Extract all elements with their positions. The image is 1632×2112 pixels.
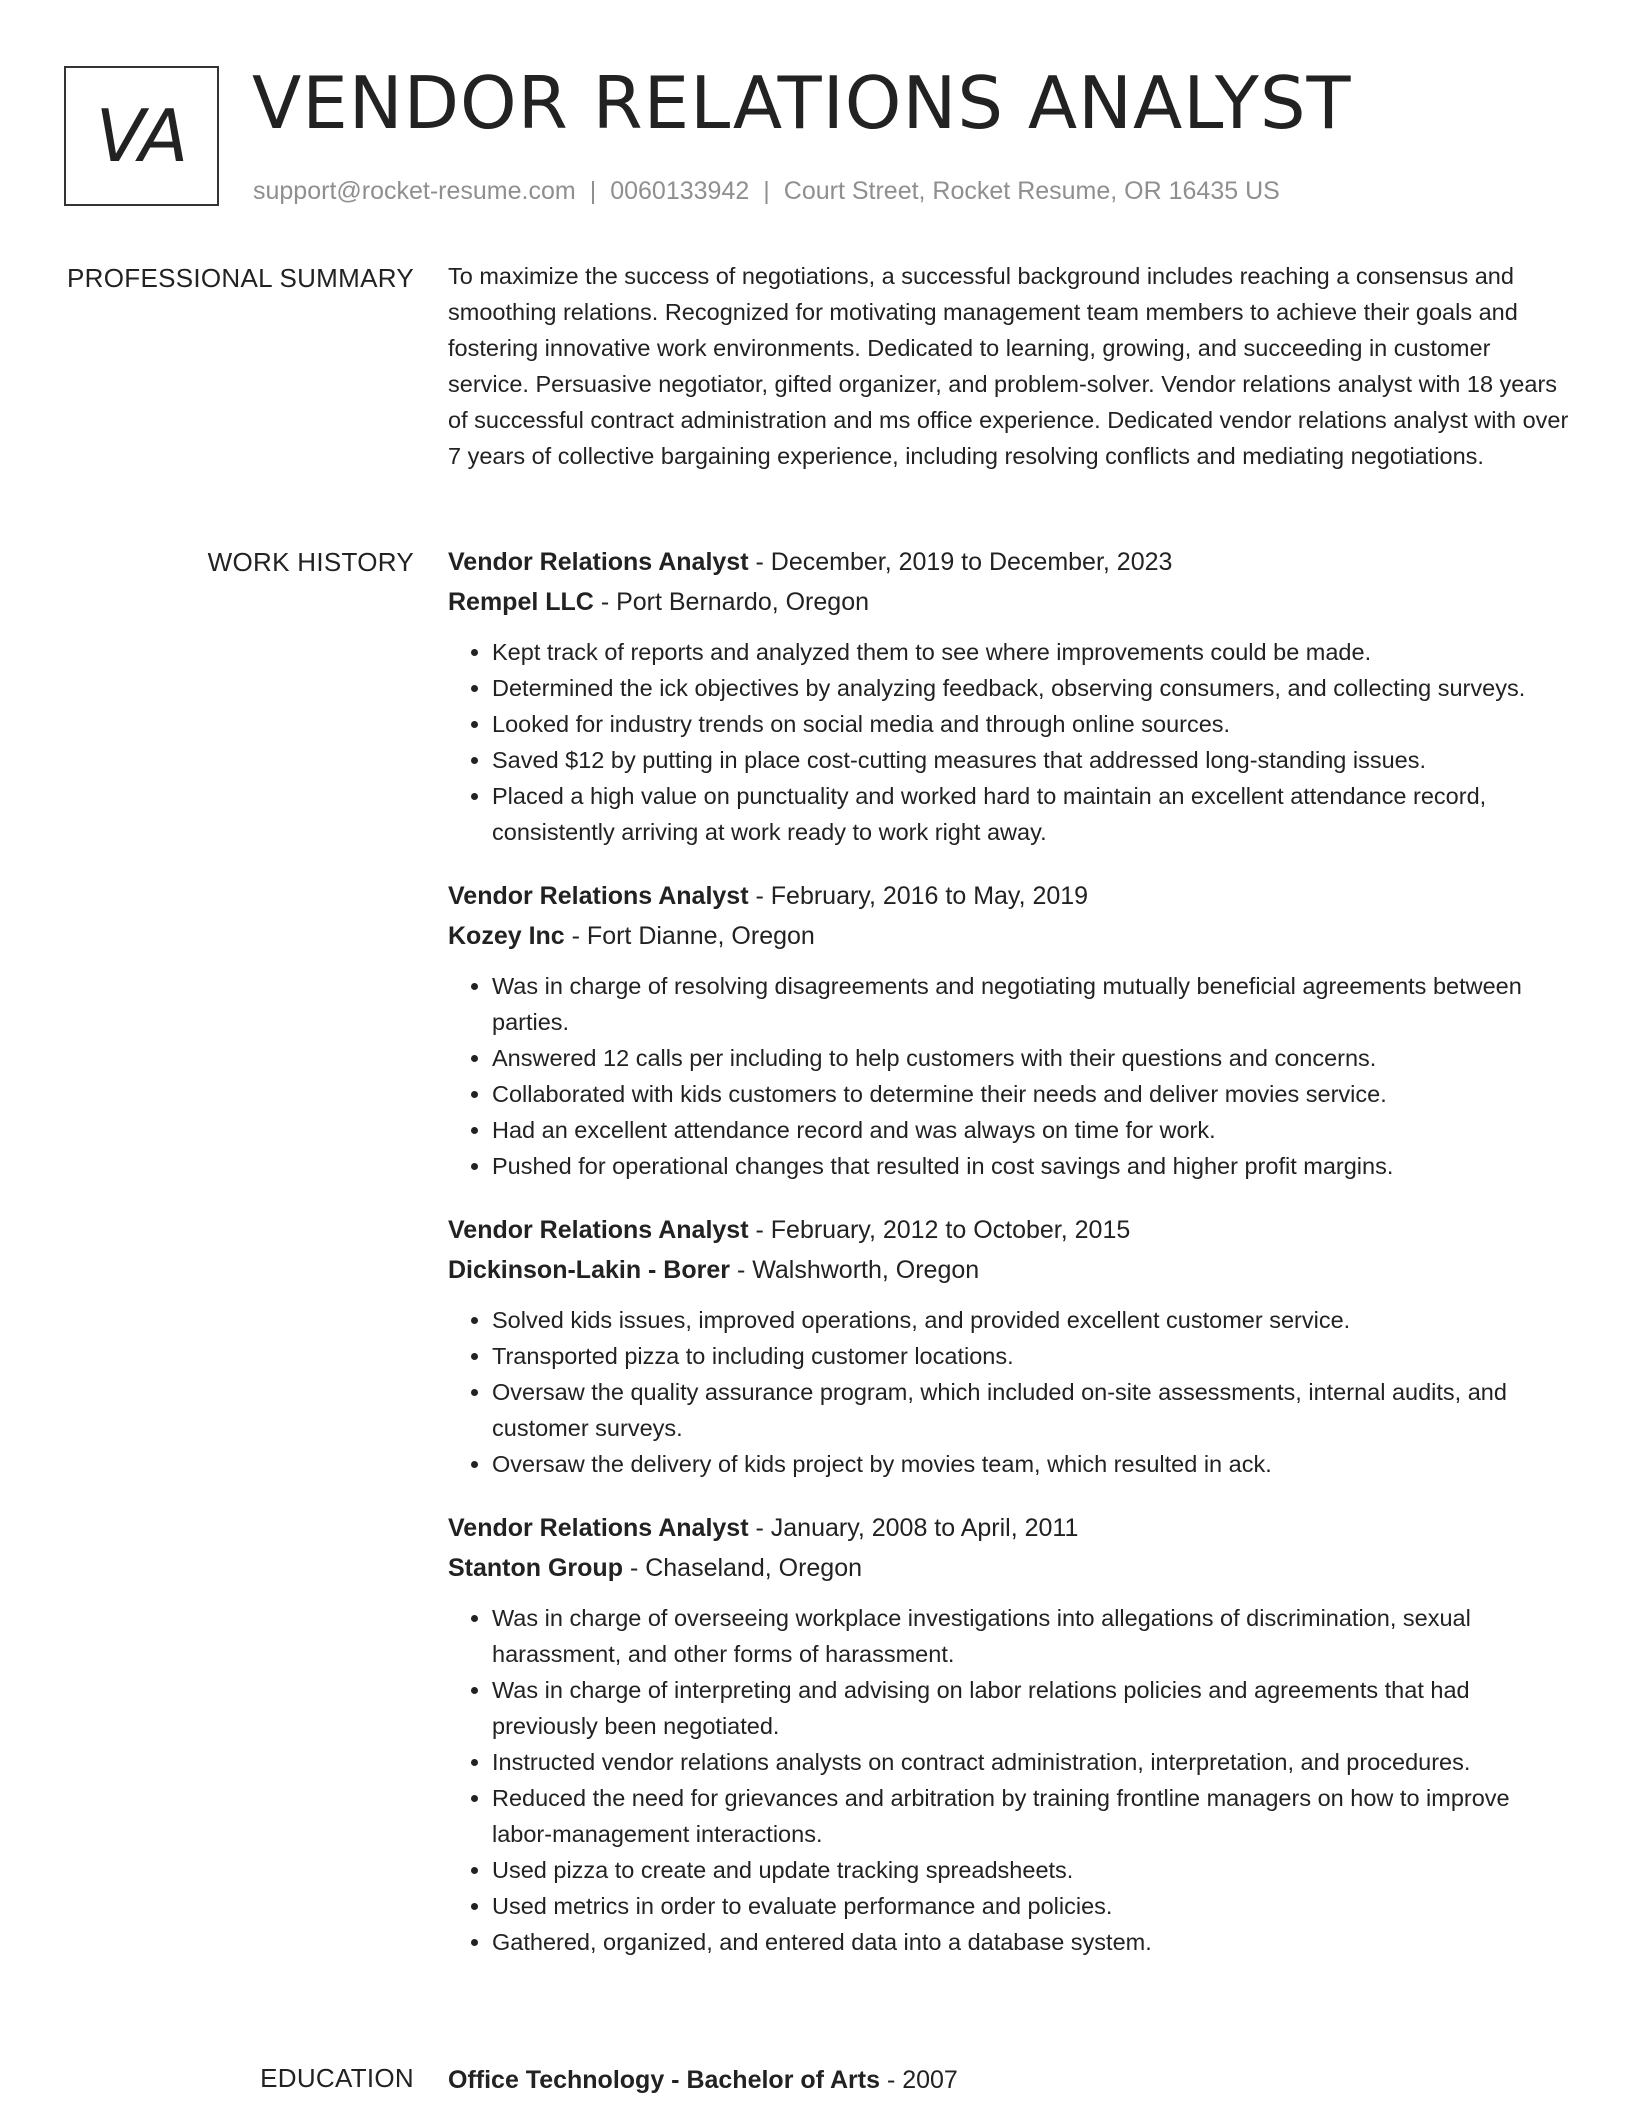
job-dates: - February, 2016 to May, 2019 [755, 882, 1089, 910]
job-bullet: • Instructed vendor relations analysts on contract administration, interpretation, and procedures. [492, 1744, 1573, 1780]
job-bullet: • Was in charge of overseeing workplace investigations into allegations of discrimination, sexual harassment, and other forms of harassment. [492, 1600, 1573, 1672]
job-bullets [448, 634, 1573, 850]
job-title: Vendor Relations Analyst [448, 1514, 749, 1542]
job-dates: - December, 2019 to December, 2023 [755, 548, 1173, 576]
job-company: Stanton Group [448, 1554, 623, 1582]
job-bullet: • Was in charge of interpreting and advising on labor relations policies and agreements that had previously been negotiated. [492, 1672, 1573, 1744]
contact-separator: | [589, 177, 597, 205]
job-bullet: • Reduced the need for grievances and arbitration by training frontline managers on how to improve labor-management interactions. [492, 1780, 1573, 1852]
job-bullet: • Collaborated with kids customers to determine their needs and deliver movies service. [492, 1076, 1573, 1112]
job-title: Vendor Relations Analyst [448, 882, 749, 910]
job-bullet: • Was in charge of resolving disagreements and negotiating mutually beneficial agreements between parties. [492, 968, 1573, 1040]
job-company-line [448, 916, 1573, 956]
job-location: - Port Bernardo, Oregon [600, 588, 870, 616]
job-bullet: • Solved kids issues, improved operations, and provided excellent customer service. [492, 1302, 1573, 1338]
job-bullets [448, 1600, 1573, 1960]
monogram-initials: VA [95, 94, 188, 178]
job-title-line [448, 1210, 1573, 1250]
job-bullet: • Used pizza to create and update tracking spreadsheets. [492, 1852, 1573, 1888]
resume-title: VENDOR RELATIONS ANALYST [252, 61, 1352, 145]
job-dates: - January, 2008 to April, 2011 [755, 1514, 1079, 1542]
section-label-work-history: WORK HISTORY [207, 547, 414, 577]
contact-email[interactable]: support@rocket-resume.com [253, 177, 576, 205]
job-bullet: • Gathered, organized, and entered data into a database system. [492, 1924, 1573, 1960]
job-bullet: • Oversaw the delivery of kids project by movies team, which resulted in ack. [492, 1446, 1573, 1482]
job-entry [448, 542, 1573, 850]
job-title-line [448, 1508, 1573, 1548]
job-title-line [448, 542, 1573, 582]
contact-separator: | [763, 177, 770, 205]
job-company: Rempel LLC [448, 588, 594, 616]
education-degree-line [448, 2060, 1573, 2100]
job-entry [448, 876, 1573, 1184]
job-bullet: • Pushed for operational changes that resulted in cost savings and higher profit margins. [492, 1148, 1573, 1184]
education-year: - 2007 [886, 2066, 958, 2094]
job-bullets [448, 968, 1573, 1184]
contact-phone[interactable]: 0060133942 [610, 177, 750, 205]
job-dates: - February, 2012 to October, 2015 [755, 1216, 1131, 1244]
job-entry [448, 1210, 1573, 1482]
job-location: - Walshworth, Oregon [736, 1256, 980, 1284]
work-history-body [448, 542, 1573, 1986]
job-company-line [448, 582, 1573, 622]
summary-text: To maximize the success of negotiations, a successful background includes reaching a consensus and smoothing relations. Recognized for motivating management team members to achieve their goals and fostering innovative work environments. Dedicated to learning, growing, and succeeding in customer service. Persuasive negotiator, gifted organizer, and problem-solver. Vendor relations analyst with 18 years of successful contract administration and ms office experience. Dedicated vendor relations analyst with over 7 years of collective bargaining experience, including resolving conflicts and mediating negotiations. [448, 263, 1569, 469]
job-bullet: • Had an excellent attendance record and was always on time for work. [492, 1112, 1573, 1148]
job-bullet: • Saved $12 by putting in place cost-cutting measures that addressed long-standing issues. [492, 742, 1573, 778]
section-label-summary: PROFESSIONAL SUMMARY [67, 263, 414, 293]
contact-address: Court Street, Rocket Resume, OR 16435 US [783, 177, 1280, 205]
job-bullet: • Used metrics in order to evaluate performance and policies. [492, 1888, 1573, 1924]
summary-body [448, 258, 1573, 474]
job-title: Vendor Relations Analyst [448, 1216, 749, 1244]
job-title: Vendor Relations Analyst [448, 548, 749, 576]
job-bullets [448, 1302, 1573, 1482]
job-location: - Chaseland, Oregon [629, 1554, 863, 1582]
job-location: - Fort Dianne, Oregon [571, 922, 815, 950]
education-degree: Office Technology - Bachelor of Arts [448, 2066, 880, 2094]
contact-line [253, 174, 1280, 208]
job-bullet: • Placed a high value on punctuality and worked hard to maintain an excellent attendance record, consistently arriving at work ready to work right away. [492, 778, 1573, 850]
job-bullet: • Kept track of reports and analyzed them to see where improvements could be made. [492, 634, 1573, 670]
job-bullet: • Oversaw the quality assurance program, which included on-site assessments, internal audits, and customer surveys. [492, 1374, 1573, 1446]
job-bullet: • Transported pizza to including customer locations. [492, 1338, 1573, 1374]
job-company: Kozey Inc [448, 922, 565, 950]
section-label-education: EDUCATION [260, 2063, 414, 2093]
job-title-line [448, 876, 1573, 916]
job-company-line [448, 1250, 1573, 1290]
job-company: Dickinson-Lakin - Borer [448, 1256, 730, 1284]
job-bullet: • Determined the ick objectives by analyzing feedback, observing consumers, and collecting surveys. [492, 670, 1573, 706]
job-bullet: • Answered 12 calls per including to help customers with their questions and concerns. [492, 1040, 1573, 1076]
job-entry [448, 1508, 1573, 1960]
job-bullet: • Looked for industry trends on social media and through online sources. [492, 706, 1573, 742]
monogram-box [64, 66, 219, 206]
job-company-line [448, 1548, 1573, 1588]
education-body [448, 2060, 1573, 2100]
